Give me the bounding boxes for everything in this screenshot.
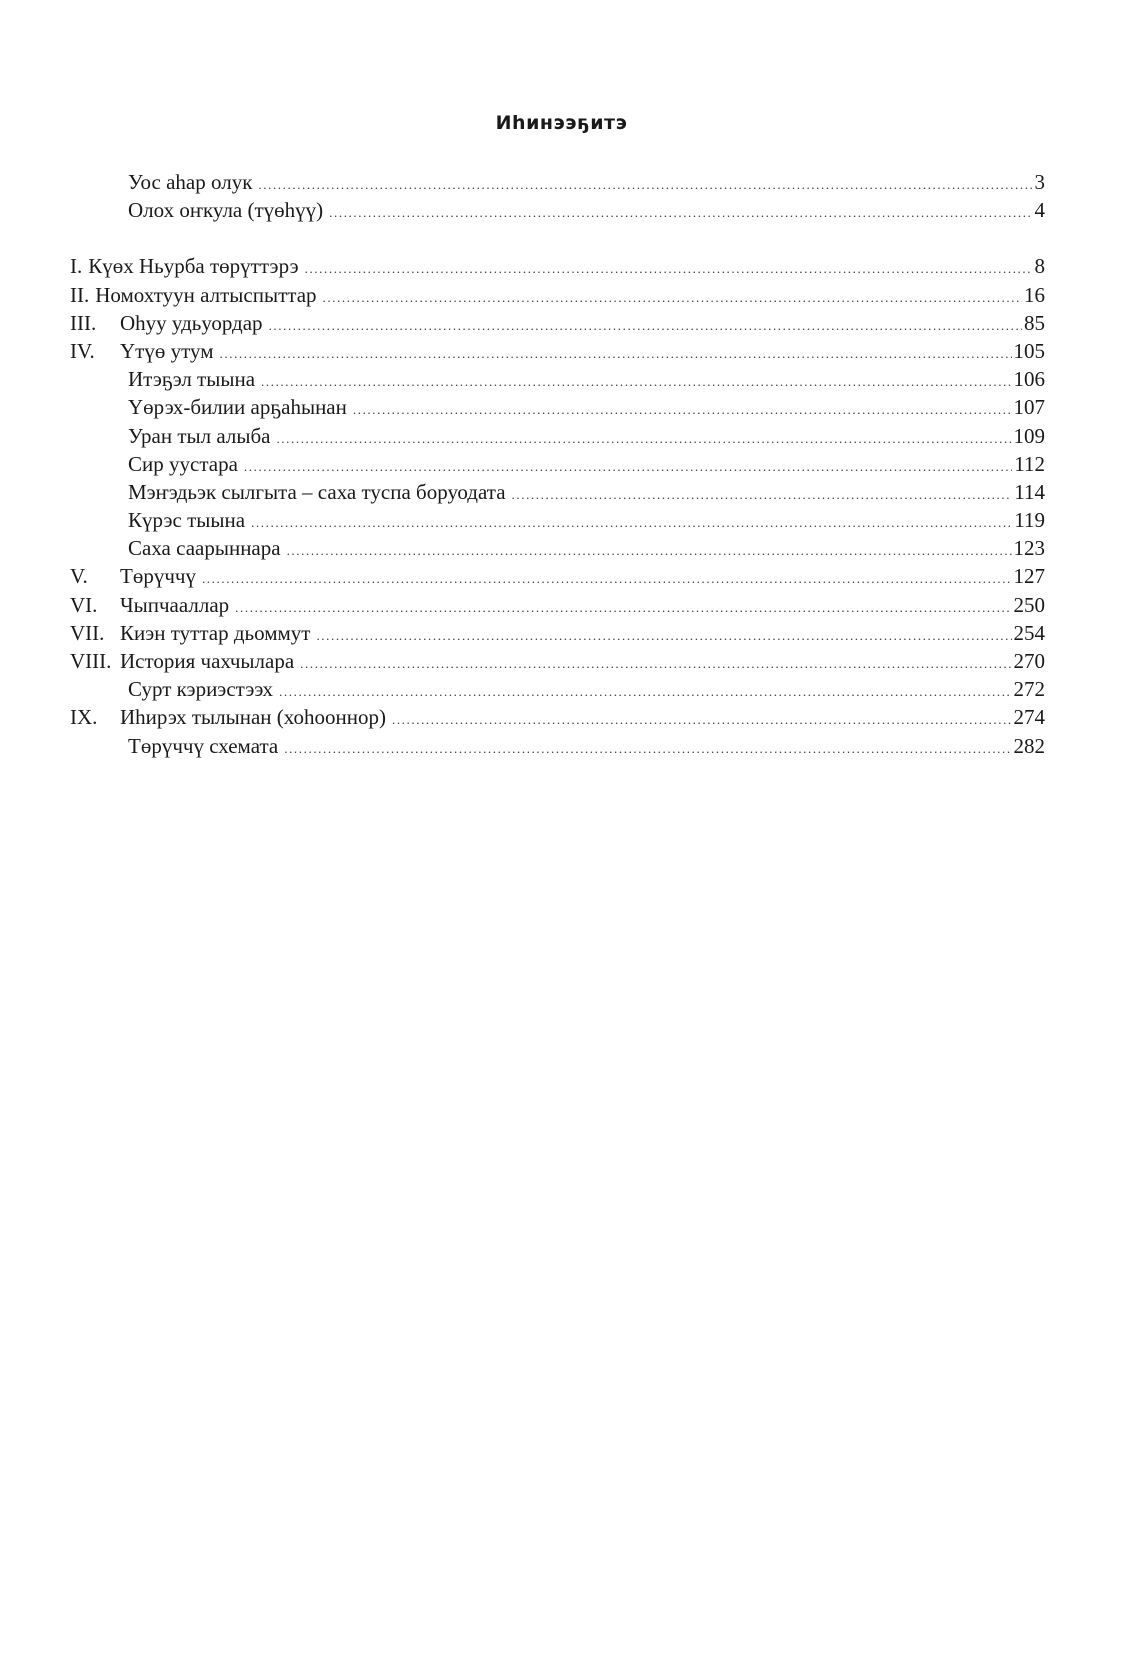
entry-title: Киэн туттар дьоммут (120, 620, 311, 645)
chapter-number: VIII. (70, 649, 112, 673)
entry-title: Үтүө утум (120, 338, 214, 363)
page-number: 123 (1013, 536, 1045, 561)
page-number: 85 (1024, 310, 1045, 335)
toc-entry[interactable] (70, 393, 1045, 421)
dot-leader (235, 594, 1011, 622)
page-number: 127 (1013, 564, 1045, 589)
page-number: 274 (1013, 705, 1045, 730)
dot-leader (276, 425, 1011, 453)
dot-leader (392, 706, 1012, 734)
dot-leader (512, 481, 1013, 509)
entry-title: Күрэс тыына (128, 508, 246, 533)
entry-title: Олох оҥкула (түөhүү) (128, 198, 324, 223)
table-of-contents (70, 168, 1045, 760)
dot-leader (269, 312, 1022, 340)
dot-leader (202, 565, 1012, 593)
page-number: 282 (1013, 733, 1045, 758)
toc-entry[interactable] (70, 591, 1045, 619)
entry-title: История чахчылара (120, 649, 295, 673)
chapter-number: V. (70, 564, 88, 589)
entry-title: Сурт кэриэстээх (128, 677, 274, 702)
dot-leader (353, 396, 1012, 424)
entry-title: Үөрэх-билии арҕаhынан (128, 395, 347, 420)
page-number: 16 (1024, 282, 1045, 307)
entry-title: Уос аhар олук (128, 170, 253, 194)
entry-title: Чыпчааллар (120, 592, 230, 617)
toc-entry[interactable] (70, 168, 1045, 196)
entry-title: Саха саарыннара (128, 536, 281, 561)
dot-leader (300, 650, 1011, 678)
entry-title: Оhуу удьуордар (120, 310, 263, 335)
chapter-number: I. (70, 254, 83, 279)
dot-leader (251, 509, 1012, 537)
dot-leader (284, 735, 1011, 763)
page-title: Иhинээҕитэ (495, 112, 628, 134)
toc-entry[interactable] (70, 478, 1045, 506)
toc-entry[interactable] (70, 309, 1045, 337)
entry-title: Номохтуун алтыспыттар (95, 282, 317, 307)
toc-entry[interactable] (70, 562, 1045, 590)
page-number: 106 (1013, 367, 1045, 392)
page-number: 250 (1013, 592, 1045, 617)
page-number: 8 (1034, 254, 1045, 279)
dot-leader (279, 678, 1011, 706)
toc-entry[interactable] (70, 337, 1045, 365)
toc-entry[interactable] (70, 703, 1045, 731)
entry-title: Күөх Ньурба төрүттэрэ (88, 254, 299, 279)
toc-entry[interactable] (70, 365, 1045, 393)
page-number: 105 (1013, 338, 1045, 363)
page-number: 114 (1014, 479, 1045, 504)
entry-title: Иhирэх тылынан (хоhооннор) (120, 705, 386, 730)
entry-title: Мэҥэдьэк сылгыта – саха туспа боруодата (128, 479, 506, 504)
entry-title: Сир уустара (128, 451, 238, 476)
chapter-number: VI. (70, 592, 98, 617)
dot-leader (261, 368, 1011, 396)
dot-leader (323, 284, 1022, 312)
dot-leader (244, 453, 1012, 481)
dot-leader (305, 255, 1033, 283)
entry-title: Төрүччү схемата (128, 733, 279, 758)
dot-leader (329, 199, 1032, 227)
page-number: 254 (1013, 620, 1045, 645)
entry-title: Итэҕэл тыына (128, 367, 256, 392)
toc-entry[interactable] (70, 196, 1045, 224)
toc-entry[interactable] (70, 647, 1045, 675)
chapter-number: IX. (70, 705, 98, 730)
chapter-number: IV. (70, 338, 95, 363)
toc-entry[interactable] (70, 450, 1045, 478)
toc-entry[interactable] (70, 506, 1045, 534)
entry-title: Төрүччү (120, 564, 196, 589)
page-number: 4 (1034, 198, 1045, 223)
page-number: 3 (1034, 170, 1045, 194)
dot-leader (258, 171, 1032, 199)
chapter-number: II. (70, 282, 90, 307)
toc-entry[interactable] (70, 675, 1045, 703)
toc-entry[interactable] (70, 281, 1045, 309)
dot-leader (287, 537, 1012, 565)
dot-leader (220, 340, 1012, 368)
dot-leader (316, 622, 1011, 650)
toc-entry[interactable] (70, 732, 1045, 760)
page-number: 119 (1014, 508, 1045, 533)
toc-entry[interactable] (70, 422, 1045, 450)
chapter-number: VII. (70, 620, 105, 645)
page-number: 270 (1013, 649, 1045, 673)
page-number: 272 (1013, 677, 1045, 702)
toc-entry[interactable] (70, 252, 1045, 280)
page-number: 109 (1013, 423, 1045, 448)
entry-title: Уран тыл алыба (128, 423, 271, 448)
chapter-number: III. (70, 310, 97, 335)
toc-entry[interactable] (70, 619, 1045, 647)
toc-entry[interactable] (70, 534, 1045, 562)
page-number: 112 (1014, 451, 1045, 476)
page-number: 107 (1013, 395, 1045, 420)
